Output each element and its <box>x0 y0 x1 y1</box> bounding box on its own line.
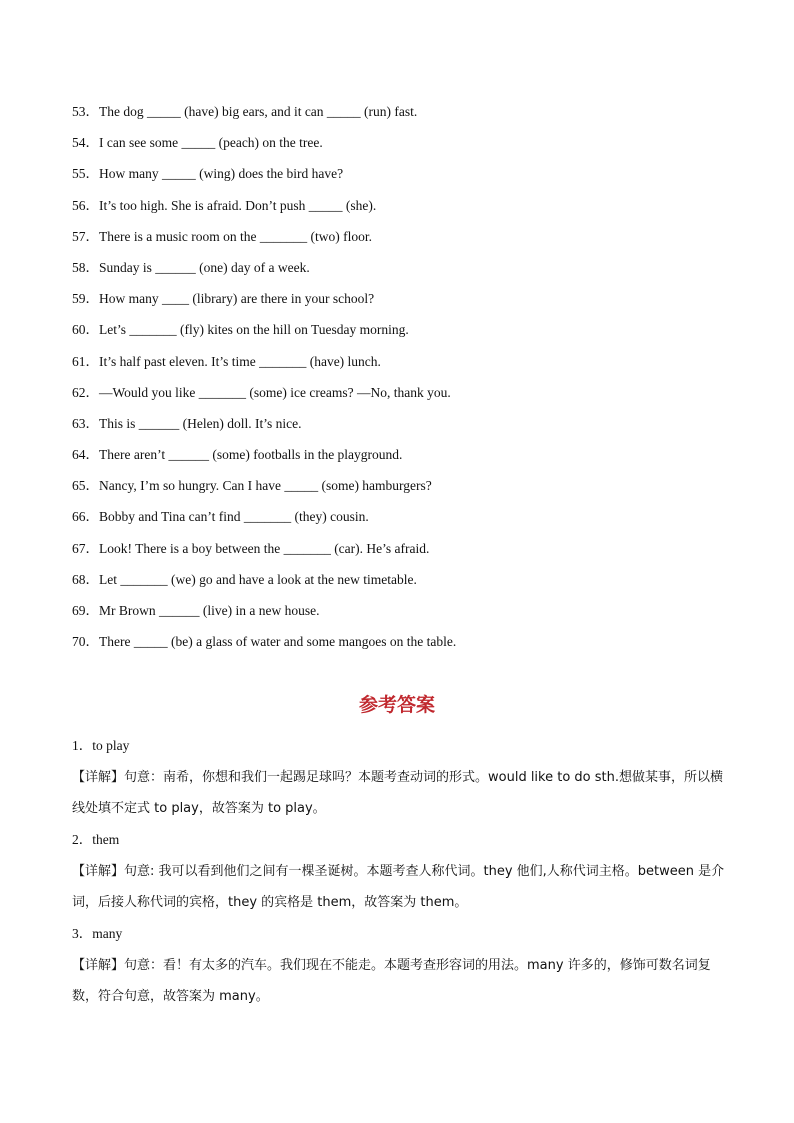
answer-explanation: 【详解】句意：南希，你想和我们一起踢足球吗？本题考查动词的形式。would like to do sth.想做某事，所以横线处填不定式 to play，故答案为 to play。 <box>72 770 724 816</box>
exercise-item: 55．How many _____ (wing) does the bird have? <box>72 166 344 182</box>
exercise-item: 53．The dog _____ (have) big ears, and it can _____ (run) fast. <box>72 104 418 119</box>
exercise-item: 62．—Would you like _______ (some) ice creams? —No, thank you. <box>72 384 451 400</box>
exercise-item: 57．There is a music room on the _______ (two) floor. <box>72 228 372 244</box>
exercise-item: 67．Look! There is a boy between the _______ (car). He’s afraid. <box>72 540 430 556</box>
exercise-item: 58．Sunday is ______ (one) day of a week. <box>72 259 310 275</box>
answer-item <box>72 830 734 918</box>
answer-explanation: 【详解】句意：看！有太多的汽车。我们现在不能走。本题考查形容词的用法。many 许多的，修饰可数名词复数，符合句意，故答案为 many。 <box>72 958 711 1004</box>
answer-key: 1．to play <box>72 738 130 753</box>
answer-key: 2．them <box>72 832 120 847</box>
answer-key: 3．many <box>72 926 123 941</box>
exercise-item: 63．This is ______ (Helen) doll. It’s nice. <box>72 415 302 431</box>
exercise-item: 54．I can see some _____ (peach) on the tree. <box>72 135 323 151</box>
answer-item <box>72 924 734 1012</box>
exercise-item: 64．There aren’t ______ (some) footballs in the playground. <box>72 447 403 463</box>
answer-list <box>72 736 734 1018</box>
answer-item <box>72 736 734 824</box>
exercise-list <box>72 101 732 662</box>
answers-heading: 参考答案 <box>358 694 435 716</box>
exercise-item: 60．Let’s _______ (fly) kites on the hill on Tuesday morning. <box>72 322 409 338</box>
exercise-item: 61．It’s half past eleven. It’s time _______ (have) lunch. <box>72 353 381 369</box>
exercise-item: 65．Nancy, I’m so hungry. Can I have _____ (some) hamburgers? <box>72 478 432 494</box>
exercise-item: 59．How many ____ (library) are there in your school? <box>72 291 375 307</box>
exercise-item: 69．Mr Brown ______ (live) in a new house. <box>72 603 320 618</box>
answer-explanation: 【详解】句意: 我可以看到他们之间有一棵圣诞树。本题考查人称代词。they 他们,人称代词主格。between 是介词，后接人称代词的宾格，they 的宾格是 them，故答案为 them。 <box>72 864 725 910</box>
exercise-item: 56．It’s too high. She is afraid. Don’t push _____ (she). <box>72 197 377 213</box>
exercise-item: 66．Bobby and Tina can’t find _______ (they) cousin. <box>72 509 369 525</box>
exercise-item: 68．Let _______ (we) go and have a look at the new timetable. <box>72 571 417 587</box>
exercise-item: 70．There _____ (be) a glass of water and some mangoes on the table. <box>72 634 457 650</box>
